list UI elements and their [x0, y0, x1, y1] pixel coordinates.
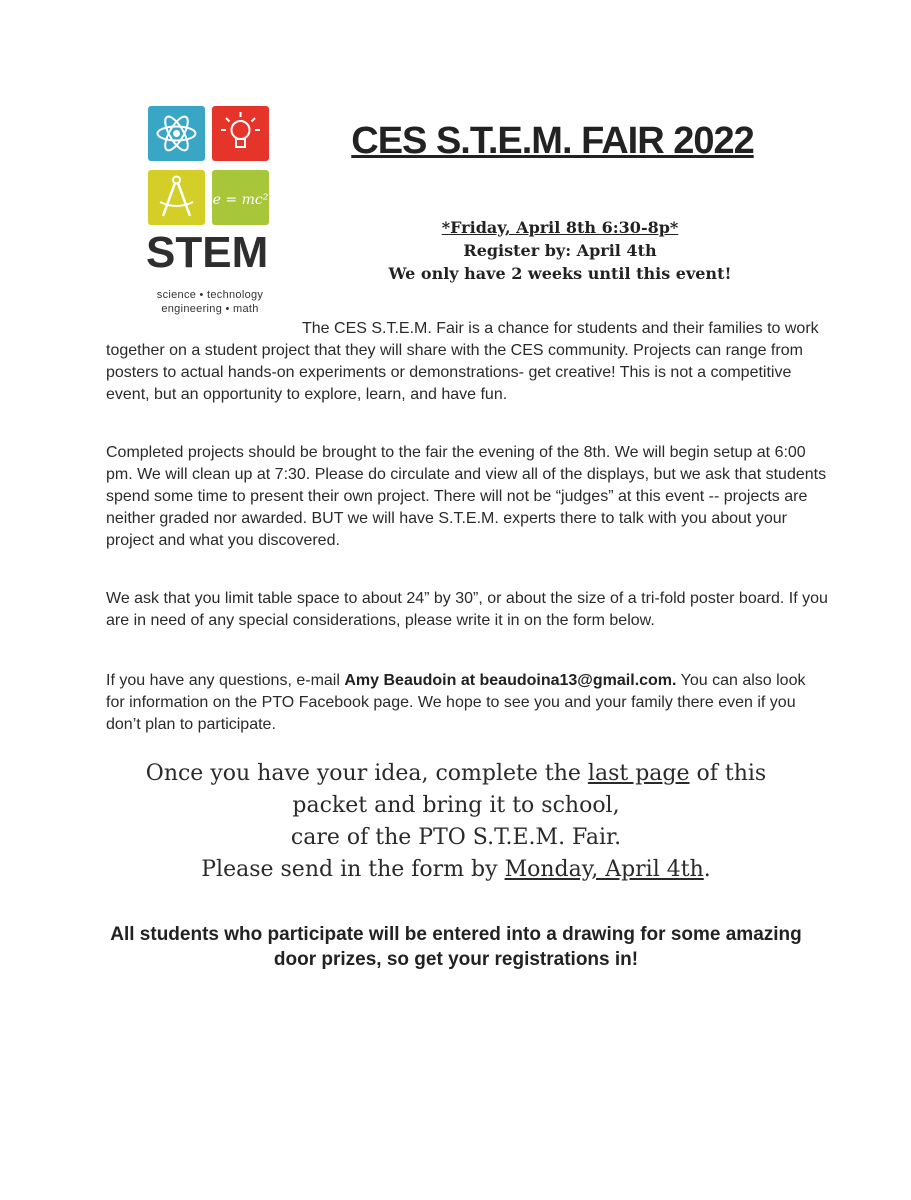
formula-icon — [212, 170, 269, 225]
contact-before: If you have any questions, e-mail — [106, 672, 345, 689]
cta-line1 — [110, 758, 802, 790]
page-title: CES S.T.E.M. FAIR 2022 — [351, 120, 754, 162]
lightbulb-icon — [212, 106, 269, 161]
cta-line3: care of the PTO S.T.E.M. Fair. — [290, 825, 622, 850]
cta-line1-before: Once you have your idea, complete the — [145, 761, 588, 786]
last-page-link: last page — [587, 761, 690, 786]
weeks-remaining: We only have 2 weeks until this event! — [388, 264, 732, 283]
compass-icon — [148, 170, 205, 225]
logo-stem-word: STEM — [146, 228, 269, 277]
logo-subtitle-line1: science • technology — [156, 289, 264, 301]
form-due-date: Monday, April 4th — [504, 857, 704, 882]
cta-line4 — [110, 854, 802, 886]
intro-start: The CES S.T.E.M. Fair is a chance for students and their — [302, 320, 704, 337]
cta-line1-after: of this — [689, 761, 767, 786]
atom-icon — [148, 106, 205, 161]
stem-logo — [146, 104, 274, 228]
logistics-paragraph: Completed projects should be brought to the fair the evening of the 8th. We will begin setup at 6:00 pm. We will clean up at 7:30. Please do circulate and view all of the displays, but we ask that students spend some time to present their own project. There will not be “judges” at this event -- projects are neither graded nor awarded. BUT we will have S.T.E.M. experts there to talk with you about your project and what you discovered. — [106, 444, 827, 549]
intro-rest: families to work together on a student project that they will share with the CES community. Projects can range from posters to actual hands-on experiments or demonstrations- get creative! This is not a competitive event, but an opportunity to explore, learn, and have fun. — [106, 320, 819, 403]
logo-subtitle — [130, 288, 290, 316]
logo-tiles — [146, 104, 274, 228]
event-info — [360, 216, 760, 285]
register-deadline: Register by: April 4th — [463, 241, 657, 260]
formula-text: e = mc² — [212, 192, 269, 208]
cta-line2: packet and bring it to school, — [292, 793, 620, 818]
closing-note: All students who participate will be entered into a drawing for some amazing door prizes, so get your registrations in! — [110, 924, 802, 970]
cta-line4-before: Please send in the form by — [201, 857, 505, 882]
contact-after: You can also look for information on the PTO Facebook page. We hope to see you and your family there even if you don’t plan to participate. — [106, 672, 806, 733]
intro-paragraph — [106, 318, 828, 406]
call-to-action — [110, 758, 802, 886]
contact-email[interactable]: Amy Beaudoin at beaudoina13@gmail.com. — [344, 672, 677, 689]
event-date: *Friday, April 8th 6:30-8p* — [441, 218, 679, 237]
cta-line4-after: . — [703, 857, 711, 882]
contact-paragraph — [106, 670, 828, 736]
table-space-paragraph: We ask that you limit table space to about 24” by 30”, or about the size of a tri-fold poster board. If you are in need of any special considerations, please write it in on the form below. — [106, 590, 828, 629]
logo-subtitle-line2: engineering • math — [161, 303, 259, 315]
